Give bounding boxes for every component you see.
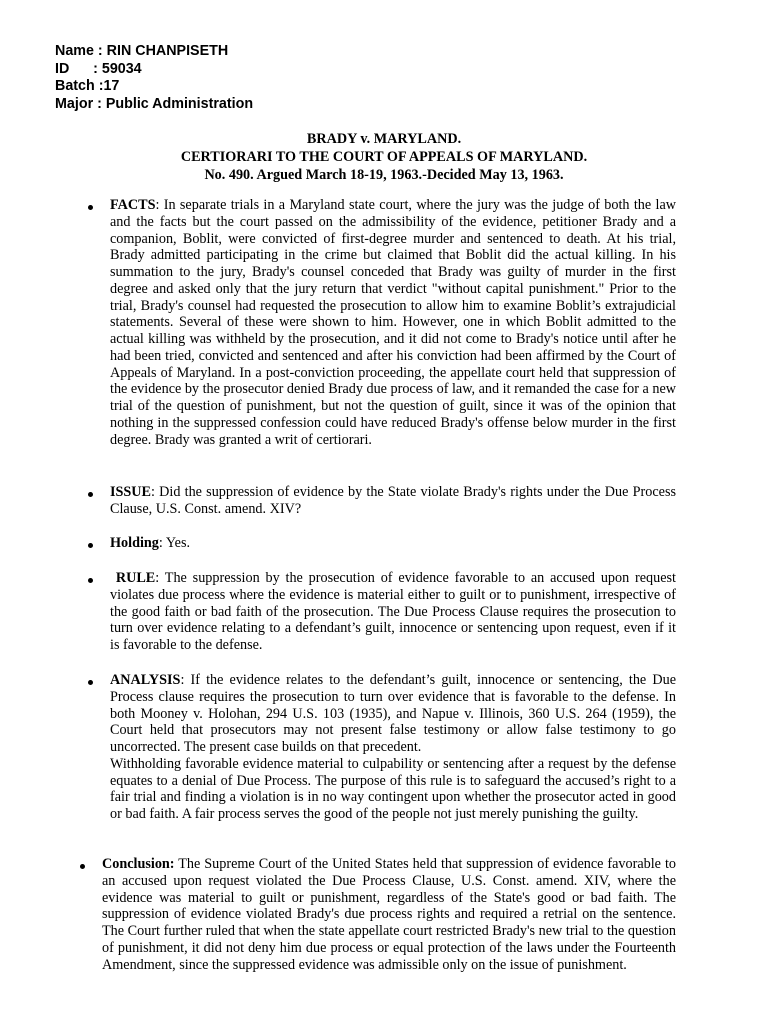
student-info (55, 43, 253, 113)
rule-text: : The suppression by the prosecution of evidence favorable to an accused upon request violates due process where the evidence is material either to guilt or to punishment, irrespective of the good faith or bad faith of the prosecution. The Due Process Clause requires the prosecution to turn over evidence relating to a defendant’s guilt, innocence or sentencing upon request, even if it is favorable to the defense. (110, 570, 677, 653)
conclusion-label: Conclusion: (102, 856, 175, 872)
name-row (55, 43, 253, 61)
facts-label: FACTS (110, 197, 156, 213)
holding-section (110, 535, 676, 552)
analysis-label: ANALYSIS (110, 672, 181, 688)
name-label: Name : (55, 43, 107, 59)
issue-label: ISSUE (110, 484, 152, 500)
id-value: 59034 (101, 60, 142, 77)
major-label: Major : (55, 95, 106, 112)
bullet-icon (78, 862, 86, 870)
case-title-line1: BRADY v. MARYLAND. (306, 131, 462, 147)
analysis-section (110, 672, 676, 823)
facts-section (110, 197, 676, 448)
holding-label: Holding (110, 535, 159, 551)
bullet-icon (86, 576, 94, 584)
bullet-icon (86, 490, 94, 498)
conclusion-text: The Supreme Court of the United States held that suppression of evidence favorable to an accused upon request violated the Due Process Clause, U.S. Const. amend. XIV, where the evidence was material to guilt or punishment, regardless of the State's good or bad faith. The suppression of evidence violated Brady's due process rights and required a retrial on the sentence. The Court further ruled that when the state appellate court restricted Brady's new trial to the question of punishment, it did not deny him due process or equal protection of the laws under the Fourteenth Amendment, since the suppressed evidence was admissible only on the issue of punishment. (102, 856, 676, 973)
id-label: ID : (55, 60, 102, 77)
id-row (55, 61, 253, 79)
rule-label: RULE (115, 570, 156, 586)
conclusion-section (102, 856, 676, 973)
issue-section (110, 484, 676, 518)
bullet-icon (86, 203, 94, 211)
major-row (55, 96, 253, 114)
name-value: RIN CHANPISETH (106, 43, 229, 59)
major-value: Public Administration (105, 95, 254, 112)
case-title-line2: CERTIORARI TO THE COURT OF APPEALS OF MARYLAND. (180, 148, 588, 165)
batch-label: Batch : (55, 78, 104, 95)
case-title (0, 131, 768, 184)
analysis-text-1: : If the evidence relates to the defendant’s guilt, innocence or sentencing, the Due Process clause requires the prosecution to turn over evidence that is favorable to the defense. In both Mooney v. Holohan, 294 U.S. 103 (1935), and Napue v. Illinois, 360 U.S. 264 (1959), the Court held that prosecutors may not present false testimony or allow false testimony to go uncorrected. The present case builds on that precedent. (110, 672, 676, 755)
analysis-text-2: Withholding favorable evidence material to culpability or sentencing after a request by the defense equates to a denial of Due Process. The purpose of this rule is to safeguard the accused’s right to a fair trial and finding a violation is in no way contingent upon whether the prosecutor acted in good or bad faith. A fair process serves the good of the people not just merely punishing the guilty. (110, 755, 676, 822)
bullet-icon (86, 678, 94, 686)
bullet-icon (86, 541, 94, 549)
rule-section (110, 570, 676, 654)
issue-text: : Did the suppression of evidence by the State violate Brady's rights under the Due Process Clause, U.S. Const. amend. XIV? (110, 484, 676, 517)
batch-value: 17 (103, 78, 120, 95)
holding-text: : Yes. (158, 535, 191, 551)
facts-text: : In separate trials in a Maryland state court, where the jury was the judge of both the law and the facts but the court passed on the admissibility of the evidence, petitioner Brady and a companion, Boblit, were convicted of first-degree murder and sentenced to death. At his trial, Brady admitted participating in the crime but claimed that Boblit did the actual killing. In his summation to the jury, Brady's counsel conceded that Brady was guilty of murder in the first degree and asked only that the jury return that verdict "without capital punishment." Prior to the trial, Brady's counsel had requested the prosecution to allow him to examine Boblit’s extrajudicial statements. Several of these were shown to him. However, one in which Boblit admitted to the actual killing was withheld by the prosecution, and it did not come to Brady's notice until after he had been tried, convicted and sentenced and after his conviction had been affirmed by the Court of Appeals of Maryland. In a post-conviction proceeding, the appellate court held that suppression of the evidence by the prosecutor denied Brady due process of law, and it remanded the case for a new trial of the question of punishment, but not the question of guilt, since it was of the opinion that nothing in the suppressed confession could have reduced Brady's offense below murder in the first degree. Brady was granted a writ of certiorari. (110, 197, 676, 448)
case-title-line3: No. 490. Argued March 18-19, 1963.-Decided May 13, 1963. (204, 166, 564, 183)
batch-row (55, 78, 253, 96)
